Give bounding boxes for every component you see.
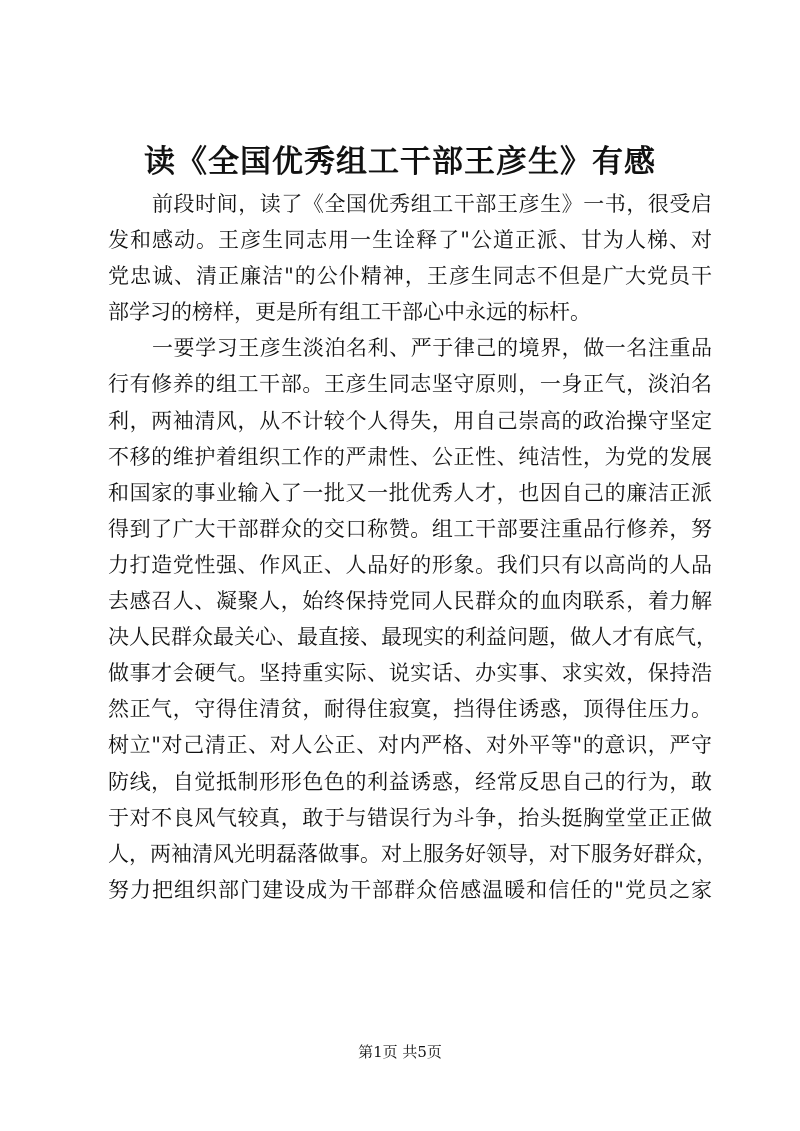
paragraph-1 [108, 186, 712, 330]
document-body [108, 186, 717, 908]
paragraph-line: 利，两袖清风，从不计较个人得失，用自己崇高的政治操守坚定 [108, 408, 712, 433]
paragraph-line: 发和感动。王彦生同志用一生诠释了"公道正派、甘为人梯、对 [108, 228, 712, 253]
paragraph-line: 防线，自觉抵制形形色色的利益诱惑，经常反思自己的行为，敢 [108, 769, 712, 794]
paragraph-line: 去感召人、凝聚人，始终保持党同人民群众的血肉联系，着力解 [108, 589, 712, 614]
paragraph-line: 做事才会硬气。坚持重实际、说实话、办实事、求实效，保持浩 [108, 661, 712, 686]
paragraph-line: 决人民群众最关心、最直接、最现实的利益问题，做人才有底气， [108, 625, 717, 650]
paragraph-line: 得到了广大干部群众的交口称赞。组工干部要注重品行修养，努 [108, 516, 712, 541]
paragraph-line: 于对不良风气较真，敢于与错误行为斗争，抬头挺胸堂堂正正做 [108, 805, 712, 830]
paragraph-line: 不移的维护着组织工作的严肃性、公正性、纯洁性，为党的发展 [108, 444, 712, 469]
paragraph-line: 行有修养的组工干部。王彦生同志坚守原则，一身正气，淡泊名 [108, 372, 712, 397]
paragraph-line: 力打造党性强、作风正、人品好的形象。我们只有以高尚的人品 [108, 552, 712, 577]
paragraph-line: 树立"对己清正、对人公正、对内严格、对外平等"的意识，严守 [108, 733, 712, 758]
paragraph-line: 部学习的榜样，更是所有组工干部心中永远的标杆。 [108, 300, 591, 325]
paragraph-line: 一要学习王彦生淡泊名利、严于律己的境界，做一名注重品 [152, 336, 712, 361]
document-title: 读《全国优秀组工干部王彦生》有感 [144, 144, 656, 180]
page-number-footer: 第1页 共5页 [358, 1043, 442, 1061]
paragraph-line: 前段时间，读了《全国优秀组工干部王彦生》一书，很受启 [152, 192, 712, 216]
paragraph-line: 然正气，守得住清贫，耐得住寂寞，挡得住诱惑，顶得住压力。 [108, 697, 712, 722]
paragraph-line: 和国家的事业输入了一批又一批优秀人才，也因自己的廉洁正派 [108, 480, 712, 505]
paragraph-line: 人，两袖清风光明磊落做事。对上服务好领导，对下服务好群众， [108, 841, 717, 866]
paragraph-2 [108, 330, 717, 908]
paragraph-line: 党忠诚、清正廉洁"的公仆精神，王彦生同志不但是广大党员干 [108, 264, 712, 289]
paragraph-line: 努力把组织部门建设成为干部群众倍感温暖和信任的"党员之家 [108, 877, 712, 902]
